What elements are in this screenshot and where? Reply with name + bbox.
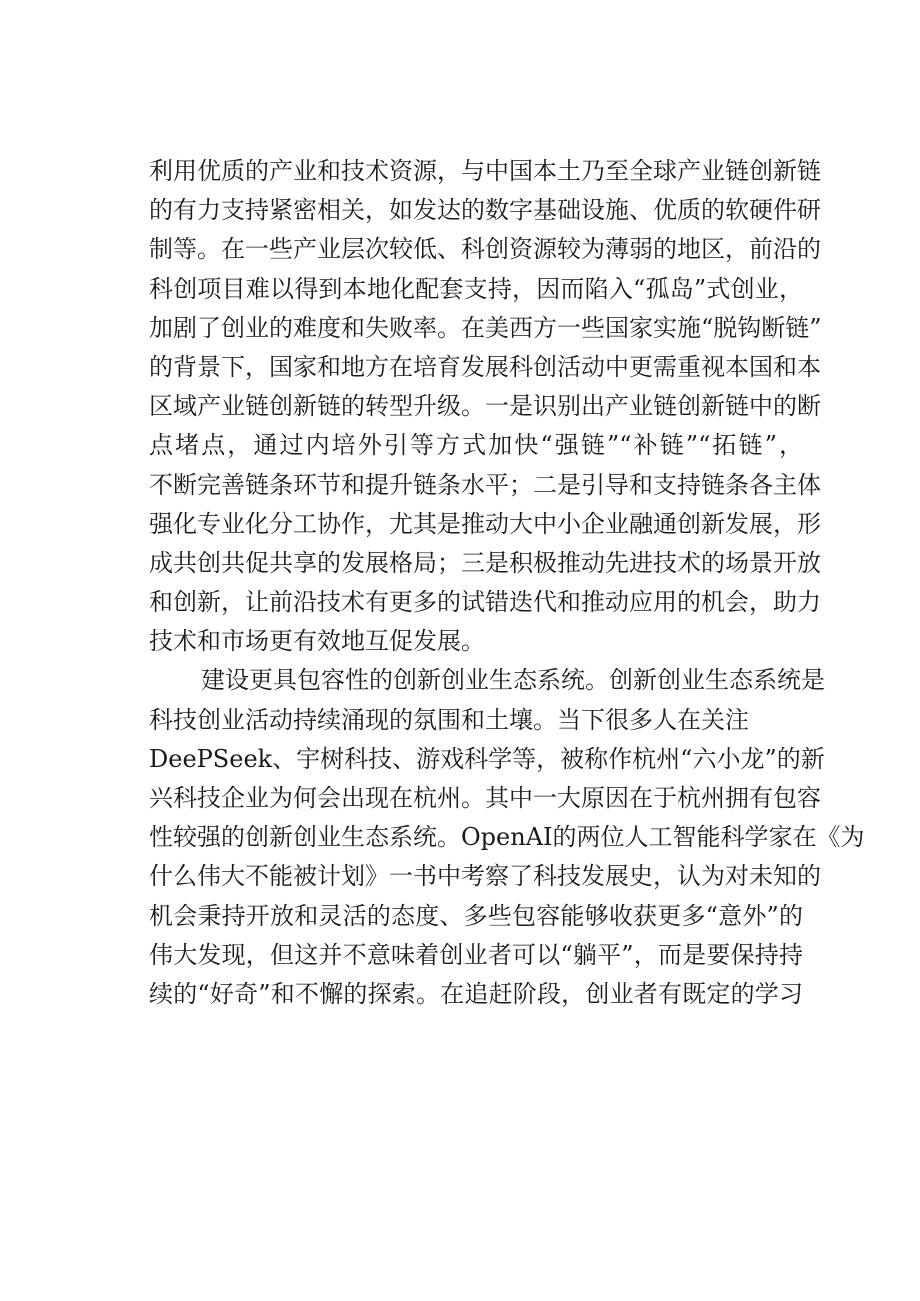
paragraph-line: 机会秉持开放和灵活的态度、多些包容能够收获更多“意外”的 bbox=[149, 901, 803, 930]
paragraph-1 bbox=[149, 152, 822, 661]
paragraph-line: 的有力支持紧密相关，如发达的数字基础设施、优质的软硬件研 bbox=[149, 196, 821, 225]
paragraph-line: 性较强的创新创业生态系统。OpenAI的两位人工智能科学家在《为 bbox=[149, 823, 865, 852]
paragraph-line: 科技创业活动持续涌现的氛围和土壤。当下很多人在关注 bbox=[149, 705, 749, 734]
paragraph-line: 什么伟大不能被计划》一书中考察了科技发展史，认为对未知的 bbox=[149, 862, 821, 891]
paragraph-line: 加剧了创业的难度和失败率。在美西方一些国家实施“脱钩断链” bbox=[149, 313, 822, 342]
paragraph-line: 续的“好奇”和不懈的探索。在追赶阶段，创业者有既定的学习 bbox=[149, 979, 803, 1008]
paragraph-line: 利用优质的产业和技术资源，与中国本土乃至全球产业链创新链 bbox=[149, 157, 821, 185]
document-body bbox=[149, 152, 865, 1014]
paragraph-2 bbox=[149, 661, 865, 1014]
paragraph-line: 技术和市场更有效地互促发展。 bbox=[149, 627, 485, 656]
paragraph-line: 制等。在一些产业层次较低、科创资源较为薄弱的地区，前沿的 bbox=[149, 235, 821, 264]
paragraph-line: DeePSeek、宇树科技、游戏科学等，被称作杭州“六小龙”的新 bbox=[149, 744, 825, 773]
paragraph-line: 伟大发现，但这并不意味着创业者可以“躺平”，而是要保持持 bbox=[149, 940, 803, 969]
paragraph-line: 区域产业链创新链的转型升级。一是识别出产业链创新链中的断 bbox=[149, 392, 821, 421]
paragraph-line: 成共创共促共享的发展格局；三是积极推动先进技术的场景开放 bbox=[149, 548, 821, 577]
paragraph-line: 和创新，让前沿技术有更多的试错迭代和推动应用的机会，助力 bbox=[149, 588, 821, 617]
paragraph-line: 的背景下，国家和地方在培育发展科创活动中更需重视本国和本 bbox=[149, 352, 821, 381]
paragraph-line: 强化专业化分工协作，尤其是推动大中小企业融通创新发展，形 bbox=[149, 509, 821, 538]
paragraph-line: 兴科技企业为何会出现在杭州。其中一大原因在于杭州拥有包容 bbox=[149, 784, 821, 812]
paragraph-line: 点堵点，通过内培外引等方式加快“强链”“补链”“拓链”， bbox=[149, 431, 803, 460]
paragraph-line: 建设更具包容性的创新创业生态系统。创新创业生态系统是 bbox=[201, 666, 825, 695]
paragraph-line: 不断完善链条环节和提升链条水平；二是引导和支持链条各主体 bbox=[149, 470, 821, 499]
paragraph-line: 科创项目难以得到本地化配套支持，因而陷入“孤岛”式创业， bbox=[149, 274, 803, 303]
